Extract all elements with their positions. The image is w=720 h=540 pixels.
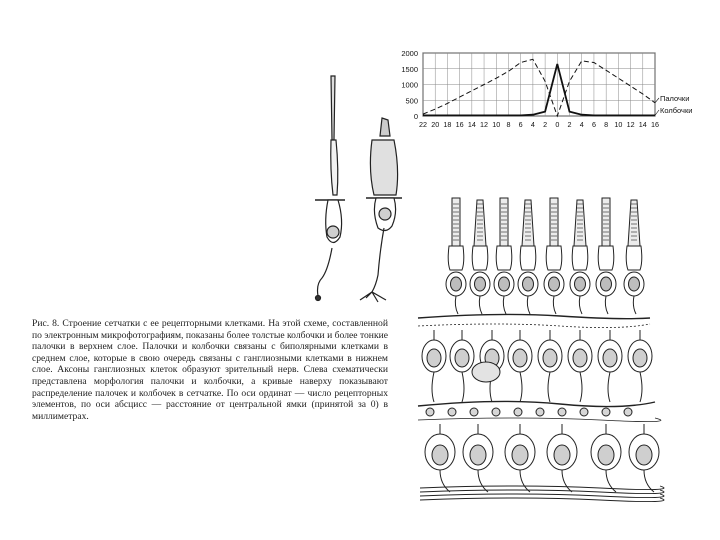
x-tick-label: 8 [506,120,511,129]
inner-segment [496,246,512,270]
legend-leader [655,110,659,115]
inner-segment [448,246,464,270]
amacrine-terminal [514,408,522,416]
receptor-terminal [633,296,636,314]
ganglion-axon [440,470,450,492]
cone-outer-segment [574,200,586,246]
bipolar-axon [608,372,610,402]
y-tick-label: 1000 [401,80,418,90]
ganglion-axon [644,470,654,492]
receptor-nucleus [475,277,486,291]
retina-layers-diagram [418,198,664,502]
rod-axon [318,248,333,296]
x-tick-label: 0 [555,120,560,129]
cone-nucleus [379,208,391,220]
bipolar-nucleus [513,349,527,367]
outer-plexiform-dots [418,324,650,328]
rod-outer-segment [452,198,460,246]
receptor-nucleus [523,277,534,291]
ganglion-nucleus [636,445,652,465]
x-tick-label: 4 [530,120,535,129]
bipolar-nucleus [427,349,441,367]
x-tick-label: 18 [443,120,452,129]
bipolar-axon [432,372,434,402]
figure-caption [32,318,388,422]
inner-segment [572,246,588,270]
legend-leader [655,98,659,103]
ganglion-nucleus [432,445,448,465]
nerve-fiber [420,498,664,502]
x-tick-label: 14 [638,120,647,129]
legend-entry: Палочки [660,94,690,103]
bipolar-axon [548,372,550,402]
amacrine-terminal [448,408,456,416]
receptor-nucleus [549,277,560,291]
inner-segment [546,246,562,270]
y-tick-label: 1500 [401,64,418,74]
x-tick-label: 14 [467,120,476,129]
receptor-nucleus [499,277,510,291]
amacrine-terminal [470,408,478,416]
ganglion-nucleus [470,445,486,465]
receptor-terminal [553,296,556,314]
nerve-fiber [420,486,664,490]
inner-plexiform-lower [418,418,661,422]
inner-segment [520,246,536,270]
receptor-nucleus [575,277,586,291]
rod-outer-segment [500,198,508,246]
amacrine-terminal [602,408,610,416]
series-line [423,64,655,115]
amacrine-terminal [558,408,566,416]
cone-outer-segment [628,200,640,246]
x-tick-label: 22 [419,120,427,129]
inner-segment [472,246,488,270]
x-tick-label: 6 [591,120,596,129]
amacrine-terminal [580,408,588,416]
amacrine-terminal [536,408,544,416]
x-tick-label: 20 [431,120,440,129]
distribution-chart [401,49,692,129]
x-tick-label: 12 [626,120,635,129]
x-tick-label: 6 [518,120,523,129]
rod-outer-segment [331,76,335,140]
amacrine-terminal [492,408,500,416]
ganglion-axon [520,470,530,492]
x-tick-label: 16 [455,120,464,129]
bipolar-nucleus [543,349,557,367]
amacrine-terminal [426,408,434,416]
bipolar-nucleus [603,349,617,367]
rod-inner-segment [331,140,338,195]
receptor-terminal [479,296,482,314]
rod-cone-morphology [315,76,402,302]
x-tick-label: 10 [614,120,623,129]
bipolar-axon [520,372,522,402]
caption-label: Рис. 8. [32,318,60,329]
outer-plexiform-layer [418,314,650,318]
rod-outer-segment [602,198,610,246]
bipolar-nucleus [455,349,469,367]
nerve-fiber [420,494,664,498]
y-tick-label: 0 [413,112,418,121]
bipolar-nucleus [573,349,587,367]
x-tick-label: 8 [604,120,609,129]
amacrine-terminal [624,408,632,416]
bipolar-nucleus [633,349,647,367]
x-tick-label: 4 [579,120,584,129]
y-tick-label: 2000 [401,49,418,58]
x-tick-label: 12 [480,120,489,129]
x-tick-label: 10 [492,120,501,129]
cone-outer-segment [522,200,534,246]
ganglion-nucleus [512,445,528,465]
x-tick-label: 2 [567,120,572,129]
receptor-nucleus [601,277,612,291]
nerve-fiber [420,490,664,494]
bipolar-axon [640,372,642,402]
x-tick-label: 2 [543,120,548,129]
ganglion-nucleus [554,445,570,465]
series-line [423,59,655,116]
receptor-terminal [527,296,530,314]
rod-outer-segment [550,198,558,246]
inner-segment [626,246,642,270]
inner-segment [598,246,614,270]
receptor-terminal [503,296,506,314]
inner-plexiform-layer [418,401,655,406]
legend-entry: Колбочки [660,106,693,115]
cone-axon [372,228,384,292]
receptor-nucleus [629,277,640,291]
y-tick-label: 500 [405,96,418,106]
caption-text: Строение сетчатки с ее рецепторными клетками. На этой схеме, составленной по электронным микрофотографиям, показаны более толстые колбочки и более тонкие палочки в верхнем слое. Палочки и колбочки связаны с биполярными клетками в среднем слое, которые в свою очередь связаны с ганглиозными клетками в нижнем слое. Аксоны ганглиозных клеток образуют зрительный нерв. Слева схематически представлена морфология палочки и колбочки, а кривые наверху показывают распределение палочек и колбочек в сетчатке. По оси ординат — число рецепторных элементов, по оси абсцисс — расстояние от центральной ямки (принятой за 0) в миллиметрах. [32,318,388,422]
cone-outer-segment [380,118,390,136]
receptor-nucleus [451,277,462,291]
cone-outer-segment [474,200,486,246]
ganglion-axon [562,470,572,492]
receptor-terminal [605,296,608,314]
cone-inner-segment [370,140,397,195]
x-tick-label: 16 [651,120,659,129]
horizontal-cell [472,362,500,382]
ganglion-axon [478,470,488,492]
receptor-terminal [579,296,582,314]
rod-nucleus [327,226,339,238]
receptor-terminal [455,296,458,314]
bipolar-axon [462,372,464,402]
ganglion-nucleus [598,445,614,465]
bipolar-axon [580,372,582,402]
